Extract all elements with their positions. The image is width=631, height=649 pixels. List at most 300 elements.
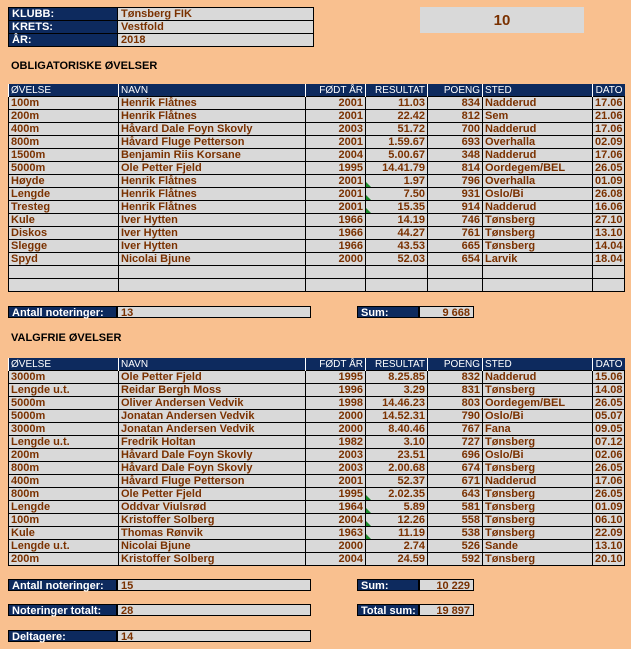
deltagere-value[interactable]: 14 [117,630,311,642]
cell-text: 18.04 [595,253,623,265]
sted-cell[interactable] [483,266,593,279]
cell-text: 931 [461,188,480,200]
info-value[interactable]: Vestfold [117,21,313,33]
cell-text: 2001 [338,136,363,148]
resultat-cell[interactable] [366,371,428,384]
fodt-aar-cell[interactable] [306,553,366,566]
navn-cell[interactable] [119,527,306,540]
sted-cell[interactable] [483,240,593,253]
dato-cell[interactable] [593,227,625,240]
table-row [9,227,625,240]
cell-text: 17.06 [595,149,623,161]
resultat-cell[interactable] [366,553,428,566]
cell-text: Tresteg [11,201,51,213]
fodt-aar-cell[interactable] [306,475,366,488]
ovelse-cell[interactable] [9,279,119,292]
resultat-cell[interactable] [366,227,428,240]
dato-cell[interactable] [593,266,625,279]
poeng-cell[interactable] [428,527,483,540]
navn-cell[interactable] [119,110,306,123]
dato-cell[interactable] [593,188,625,201]
cell-text: 5.89 [403,501,425,513]
poeng-cell[interactable] [428,488,483,501]
total-sum-value[interactable]: 19 897 [419,604,474,616]
resultat-cell[interactable] [366,410,428,423]
sted-cell[interactable] [483,462,593,475]
table-row [9,110,625,123]
ovelse-cell[interactable] [9,436,119,449]
section-title-valgfrie: VALGFRIE ØVELSER [11,332,122,344]
cell-text: 1995 [338,162,363,174]
table-row [9,397,625,410]
poeng-cell[interactable] [428,175,483,188]
cell-text: Oliver Andersen Vedvik [121,397,244,409]
poeng-cell[interactable] [428,462,483,475]
fodt-aar-cell[interactable] [306,136,366,149]
fodt-aar-cell[interactable] [306,462,366,475]
fodt-aar-cell[interactable] [306,97,366,110]
fodt-aar-cell[interactable] [306,149,366,162]
table-row [9,501,625,514]
antall-value[interactable]: 13 [117,306,311,318]
ovelse-cell[interactable] [9,501,119,514]
ovelse-cell[interactable] [9,136,119,149]
sted-cell[interactable] [483,136,593,149]
navn-cell[interactable] [119,423,306,436]
cell-text: 2001 [338,110,363,122]
resultat-cell[interactable] [366,475,428,488]
ovelse-cell[interactable] [9,540,119,553]
poeng-cell[interactable] [428,240,483,253]
cell-text: 26.05 [595,162,623,174]
cell-text: Nadderud [485,149,537,161]
poeng-cell[interactable] [428,201,483,214]
navn-cell[interactable] [119,149,306,162]
resultat-cell[interactable] [366,175,428,188]
cell-text: Iver Hytten [121,214,178,226]
poeng-cell[interactable] [428,279,483,292]
poeng-cell[interactable] [428,253,483,266]
poeng-cell[interactable] [428,397,483,410]
fodt-aar-cell[interactable] [306,488,366,501]
poeng-cell[interactable] [428,371,483,384]
navn-cell[interactable] [119,540,306,553]
ovelse-cell[interactable] [9,149,119,162]
fodt-aar-cell[interactable] [306,436,366,449]
navn-cell[interactable] [119,514,306,527]
fodt-aar-cell[interactable] [306,201,366,214]
sted-cell[interactable] [483,501,593,514]
sted-cell[interactable] [483,410,593,423]
dato-cell[interactable] [593,449,625,462]
poeng-cell[interactable] [428,540,483,553]
sted-cell[interactable] [483,97,593,110]
navn-cell[interactable] [119,501,306,514]
fodt-aar-cell[interactable] [306,410,366,423]
resultat-cell[interactable] [366,149,428,162]
cell-text: Nadderud [485,475,537,487]
cell-text: 16.06 [595,201,623,213]
cell-text: Lengde [11,501,51,513]
sted-cell[interactable] [483,227,593,240]
poeng-cell[interactable] [428,553,483,566]
navn-cell[interactable] [119,397,306,410]
fodt-aar-cell[interactable] [306,279,366,292]
dato-cell[interactable] [593,423,625,436]
resultat-cell[interactable] [366,384,428,397]
sted-cell[interactable] [483,175,593,188]
cell-text: 14.04 [595,240,623,252]
fodt-aar-cell[interactable] [306,449,366,462]
navn-cell[interactable] [119,410,306,423]
cell-text: Nicolai Bjune [121,253,191,265]
dato-cell[interactable] [593,201,625,214]
navn-cell[interactable] [119,488,306,501]
sum-label: Sum: [357,579,419,591]
poeng-cell[interactable] [428,162,483,175]
resultat-cell[interactable] [366,214,428,227]
column-header: ØVELSE [9,358,119,371]
fodt-aar-cell[interactable] [306,123,366,136]
cell-text: 834 [461,97,480,109]
cell-text: 2003 [338,462,363,474]
sted-cell[interactable] [483,162,593,175]
poeng-cell[interactable] [428,475,483,488]
sted-cell[interactable] [483,397,593,410]
poeng-cell[interactable] [428,501,483,514]
sted-cell[interactable] [483,188,593,201]
resultat-cell[interactable] [366,240,428,253]
ovelse-cell[interactable] [9,371,119,384]
column-header: STED [483,84,593,97]
navn-cell[interactable] [119,384,306,397]
dato-cell[interactable] [593,488,625,501]
resultat-cell[interactable] [366,136,428,149]
ovelse-cell[interactable] [9,214,119,227]
ovelse-cell[interactable] [9,97,119,110]
fodt-aar-cell[interactable] [306,384,366,397]
sted-cell[interactable] [483,214,593,227]
ovelse-cell[interactable] [9,462,119,475]
cell-text: 2000 [338,423,363,435]
sted-cell[interactable] [483,201,593,214]
navn-cell[interactable] [119,240,306,253]
resultat-cell[interactable] [366,527,428,540]
cell-text: Oslo/Bi [485,410,524,422]
poeng-cell[interactable] [428,110,483,123]
dato-cell[interactable] [593,514,625,527]
cell-text: 581 [461,501,480,513]
sted-cell[interactable] [483,527,593,540]
ovelse-cell[interactable] [9,514,119,527]
cell-text: 800m [11,462,40,474]
ovelse-cell[interactable] [9,475,119,488]
navn-cell[interactable] [119,449,306,462]
navn-cell[interactable] [119,123,306,136]
fodt-aar-cell[interactable] [306,371,366,384]
sted-cell[interactable] [483,110,593,123]
resultat-cell[interactable] [366,449,428,462]
fodt-aar-cell[interactable] [306,227,366,240]
fodt-aar-cell[interactable] [306,175,366,188]
fodt-aar-cell[interactable] [306,266,366,279]
cell-text: 17.06 [595,123,623,135]
sted-cell[interactable] [483,475,593,488]
poeng-cell[interactable] [428,227,483,240]
sted-cell[interactable] [483,514,593,527]
cell-text: 14.46.23 [382,397,425,409]
dato-cell[interactable] [593,527,625,540]
sted-cell[interactable] [483,279,593,292]
dato-cell[interactable] [593,475,625,488]
dato-cell[interactable] [593,397,625,410]
ovelse-cell[interactable] [9,384,119,397]
resultat-cell[interactable] [366,201,428,214]
cell-text: 696 [461,449,480,461]
ovelse-cell[interactable] [9,410,119,423]
info-value[interactable]: Tønsberg FIK [117,8,313,20]
cell-text: Sem [485,110,509,122]
fodt-aar-cell[interactable] [306,162,366,175]
cell-text: 592 [461,553,480,565]
navn-cell[interactable] [119,436,306,449]
column-header: POENG [428,358,483,371]
resultat-cell[interactable] [366,501,428,514]
sum-value[interactable]: 9 668 [419,306,474,318]
sted-cell[interactable] [483,540,593,553]
cell-text: Håvard Fluge Petterson [121,136,245,148]
cell-text: 02.09 [595,136,623,148]
poeng-cell[interactable] [428,423,483,436]
dato-cell[interactable] [593,110,625,123]
poeng-cell[interactable] [428,266,483,279]
cell-text: 538 [461,527,480,539]
sted-cell[interactable] [483,553,593,566]
cell-text: 2003 [338,123,363,135]
cell-text: 2.02.35 [388,488,425,500]
poeng-cell[interactable] [428,97,483,110]
cell-text: 1995 [338,371,363,383]
ovelse-cell[interactable] [9,240,119,253]
ovelse-cell[interactable] [9,175,119,188]
sum-value[interactable]: 10 229 [419,579,474,591]
cell-text: 200m [11,553,40,565]
ovelse-cell[interactable] [9,397,119,410]
navn-cell[interactable] [119,201,306,214]
resultat-cell[interactable] [366,514,428,527]
dato-cell[interactable] [593,175,625,188]
dato-cell[interactable] [593,371,625,384]
noteringer-totalt-value[interactable]: 28 [117,604,311,616]
navn-cell[interactable] [119,475,306,488]
fodt-aar-cell[interactable] [306,514,366,527]
ovelse-cell[interactable] [9,527,119,540]
dato-cell[interactable] [593,462,625,475]
dato-cell[interactable] [593,279,625,292]
dato-cell[interactable] [593,136,625,149]
fodt-aar-cell[interactable] [306,253,366,266]
navn-cell[interactable] [119,253,306,266]
info-value[interactable]: 2018 [117,34,313,46]
ovelse-cell[interactable] [9,423,119,436]
navn-cell[interactable] [119,279,306,292]
fodt-aar-cell[interactable] [306,214,366,227]
cell-text: 2001 [338,175,363,187]
fodt-aar-cell[interactable] [306,397,366,410]
resultat-cell[interactable] [366,540,428,553]
resultat-cell[interactable] [366,488,428,501]
ovelse-cell[interactable] [9,266,119,279]
cell-text: 2001 [338,97,363,109]
navn-cell[interactable] [119,97,306,110]
navn-cell[interactable] [119,462,306,475]
dato-cell[interactable] [593,540,625,553]
navn-cell[interactable] [119,162,306,175]
cell-text: 2004 [338,149,363,161]
poeng-cell[interactable] [428,514,483,527]
dato-cell[interactable] [593,123,625,136]
cell-text: Slegge [11,240,48,252]
poeng-cell[interactable] [428,436,483,449]
sted-cell[interactable] [483,423,593,436]
poeng-cell[interactable] [428,136,483,149]
poeng-cell[interactable] [428,123,483,136]
table-row [9,123,625,136]
dato-cell[interactable] [593,240,625,253]
cell-text: 14.52.31 [382,410,425,422]
cell-text: 06.10 [595,514,623,526]
fodt-aar-cell[interactable] [306,188,366,201]
ovelse-cell[interactable] [9,553,119,566]
table-row [9,253,625,266]
navn-cell[interactable] [119,136,306,149]
cell-text: 814 [461,162,480,174]
resultat-cell[interactable] [366,266,428,279]
cell-text: Tønsberg [485,462,536,474]
dato-cell[interactable] [593,553,625,566]
ovelse-cell[interactable] [9,110,119,123]
cell-text: Tønsberg [485,214,536,226]
ovelse-cell[interactable] [9,162,119,175]
navn-cell[interactable] [119,175,306,188]
sted-cell[interactable] [483,384,593,397]
dato-cell[interactable] [593,97,625,110]
resultat-cell[interactable] [366,188,428,201]
info-key: ÅR: [9,34,117,46]
cell-text: Nadderud [485,371,537,383]
fodt-aar-cell[interactable] [306,110,366,123]
navn-cell[interactable] [119,227,306,240]
resultat-cell[interactable] [366,397,428,410]
fodt-aar-cell[interactable] [306,501,366,514]
ovelse-cell[interactable] [9,123,119,136]
poeng-cell[interactable] [428,410,483,423]
resultat-cell[interactable] [366,123,428,136]
cell-text: Ole Petter Fjeld [121,371,202,383]
ovelse-cell[interactable] [9,227,119,240]
cell-text: 100m [11,514,40,526]
comment-indicator-icon [366,182,371,187]
ovelse-cell[interactable] [9,201,119,214]
resultat-cell[interactable] [366,436,428,449]
navn-cell[interactable] [119,266,306,279]
poeng-cell[interactable] [428,449,483,462]
sted-cell[interactable] [483,123,593,136]
dato-cell[interactable] [593,436,625,449]
resultat-cell[interactable] [366,162,428,175]
cell-text: Reidar Bergh Moss [121,384,222,396]
sted-cell[interactable] [483,436,593,449]
sted-cell[interactable] [483,149,593,162]
resultat-cell[interactable] [366,423,428,436]
cell-text: 812 [461,110,480,122]
poeng-cell[interactable] [428,149,483,162]
resultat-cell[interactable] [366,279,428,292]
resultat-cell[interactable] [366,462,428,475]
cell-text: 1.97 [403,175,425,187]
fodt-aar-cell[interactable] [306,540,366,553]
cell-text: 674 [461,462,480,474]
fodt-aar-cell[interactable] [306,423,366,436]
dato-cell[interactable] [593,214,625,227]
deltagere-label: Deltagere: [8,630,117,642]
cell-text: 15.06 [595,371,623,383]
column-header: POENG [428,84,483,97]
cell-text: 14.08 [595,384,623,396]
info-row [9,33,313,46]
cell-text: 11.03 [398,97,425,109]
dato-cell[interactable] [593,384,625,397]
cell-text: 671 [461,475,480,487]
cell-text: 09.05 [595,423,623,435]
poeng-cell[interactable] [428,188,483,201]
column-header: DATO [593,84,625,97]
fodt-aar-cell[interactable] [306,240,366,253]
cell-text: Henrik Flåtnes [121,175,197,187]
sted-cell[interactable] [483,488,593,501]
ovelse-cell[interactable] [9,488,119,501]
cell-text: 2.74 [403,540,425,552]
sted-cell[interactable] [483,371,593,384]
resultat-cell[interactable] [366,97,428,110]
navn-cell[interactable] [119,188,306,201]
dato-cell[interactable] [593,253,625,266]
ovelse-cell[interactable] [9,188,119,201]
dato-cell[interactable] [593,162,625,175]
ovelse-cell[interactable] [9,449,119,462]
table-row [9,97,625,110]
fodt-aar-cell[interactable] [306,527,366,540]
resultat-cell[interactable] [366,253,428,266]
poeng-cell[interactable] [428,384,483,397]
navn-cell[interactable] [119,553,306,566]
sted-cell[interactable] [483,253,593,266]
antall-value[interactable]: 15 [117,579,311,591]
resultat-cell[interactable] [366,110,428,123]
navn-cell[interactable] [119,371,306,384]
cell-text: Oddvar Viulsrød [121,501,207,513]
poeng-cell[interactable] [428,214,483,227]
table-row [9,410,625,423]
navn-cell[interactable] [119,214,306,227]
dato-cell[interactable] [593,410,625,423]
dato-cell[interactable] [593,501,625,514]
sted-cell[interactable] [483,449,593,462]
cell-text: Overhalla [485,175,536,187]
ovelse-cell[interactable] [9,253,119,266]
dato-cell[interactable] [593,149,625,162]
counter-cell[interactable]: 10 [420,7,584,33]
